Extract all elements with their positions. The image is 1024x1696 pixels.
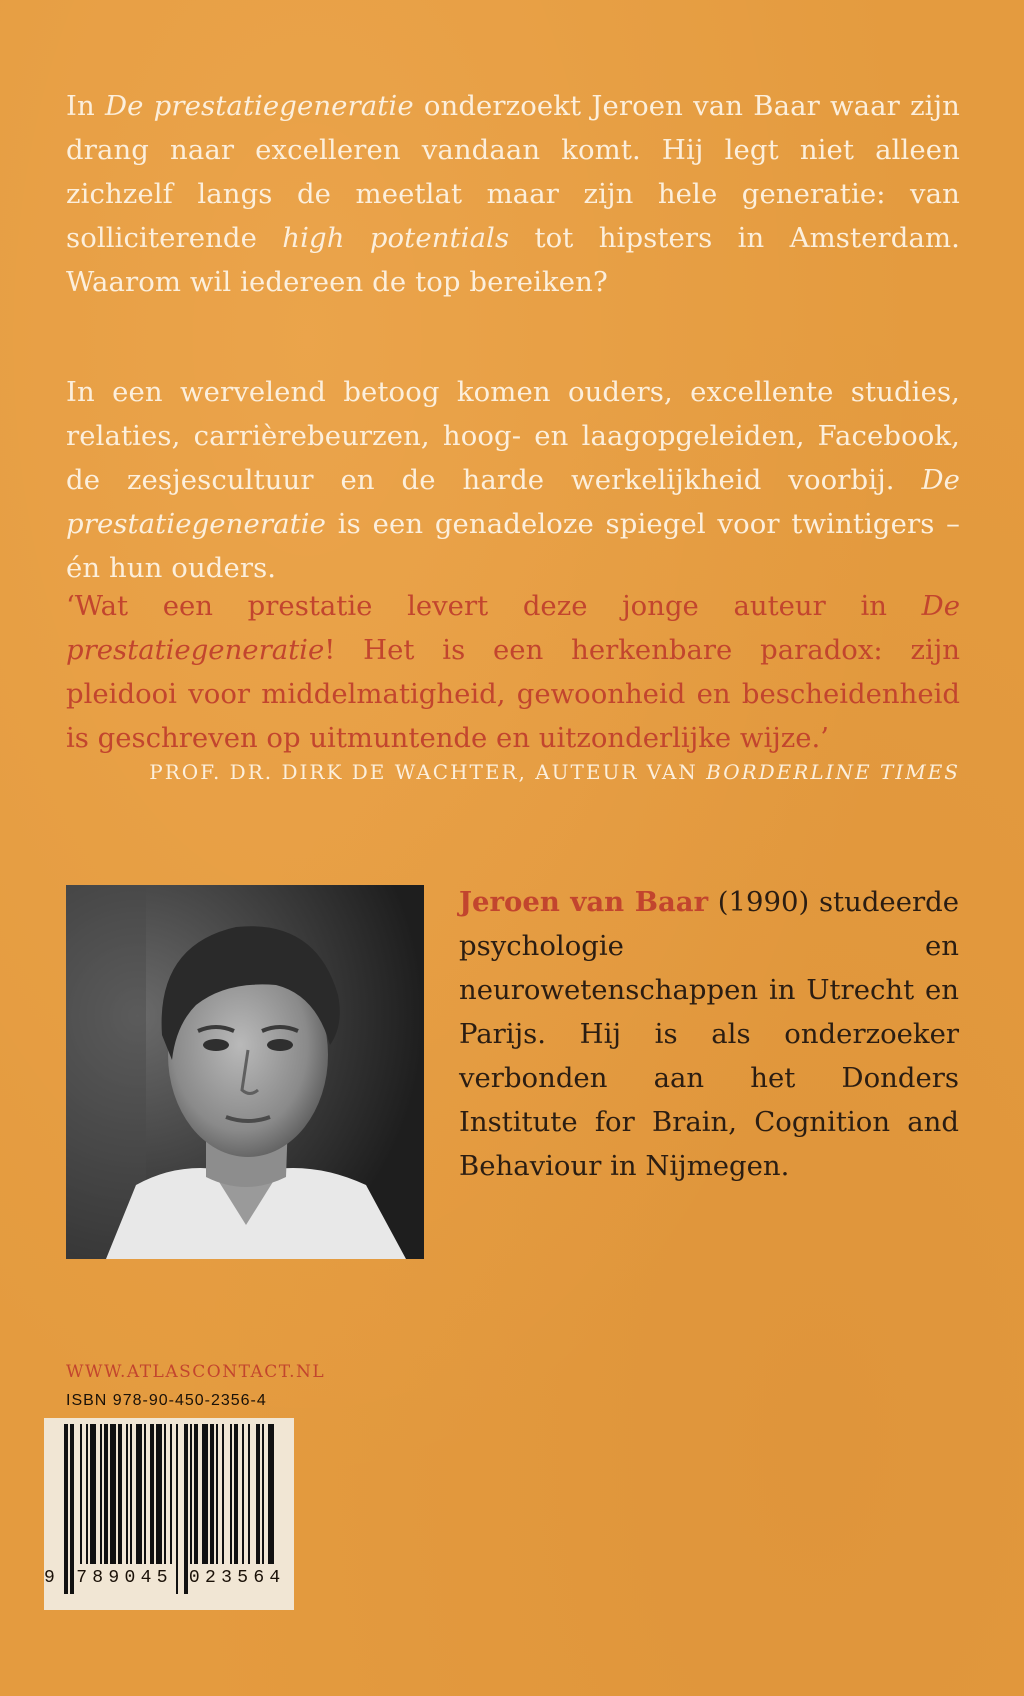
barcode-bar: [126, 1424, 128, 1564]
barcode-bar: [150, 1424, 154, 1564]
barcode-bar: [268, 1424, 274, 1564]
barcode-bar: [210, 1424, 214, 1564]
barcode-bar: [170, 1424, 172, 1564]
attribution-book-title: BORDERLINE TIMES: [706, 760, 960, 784]
barcode-bar: [110, 1424, 116, 1564]
barcode-bar: [136, 1424, 142, 1564]
barcode-bar: [262, 1424, 264, 1564]
barcode-bar: [202, 1424, 208, 1564]
isbn-label: ISBN 978-90-450-2356-4: [66, 1392, 267, 1409]
barcode-bar: [248, 1424, 250, 1564]
book-title-italic: De prestatiegeneratie: [66, 590, 960, 666]
publisher-website[interactable]: WWW.ATLASCONTACT.NL: [66, 1362, 326, 1382]
barcode-bar: [80, 1424, 82, 1564]
barcode-bar: [144, 1424, 146, 1564]
blurb-text: In: [66, 90, 105, 122]
blurb-text: is een genadeloze spiegel voor twintigers – én hun ouders.: [66, 508, 960, 584]
blurb-text: In een wervelend betoog komen ouders, excellente studies, relaties, carrièrebeurzen, hoog- en laagopgeleiden, Facebook, de zesjescultuur en de harde werkelijkheid voorbij.: [66, 376, 960, 496]
barcode-bar: [100, 1424, 102, 1564]
barcode-bar: [230, 1424, 232, 1564]
author-bio: [459, 880, 959, 1188]
barcode-bar: [194, 1424, 198, 1564]
blurb-paragraph-2: [66, 370, 960, 590]
barcode-bar: [164, 1424, 166, 1564]
barcode-bar: [130, 1424, 132, 1564]
barcode-bar: [118, 1424, 122, 1564]
author-portrait-illustration: [66, 885, 424, 1259]
barcode-bar: [216, 1424, 218, 1564]
book-title-italic: De prestatiegeneratie: [66, 464, 960, 540]
barcode-bar: [222, 1424, 224, 1564]
author-photo: [66, 885, 424, 1259]
blurb-text: tot hipsters in Amsterdam. Waarom wil iedereen de top bereiken?: [66, 222, 960, 298]
high-potentials-italic: high potentials: [282, 222, 510, 254]
quote-attribution: [66, 760, 960, 784]
barcode-digits: 9 789045 023564: [44, 1568, 286, 1588]
quote-text: ! Het is een herkenbare paradox: zijn pleidooi voor middelmatigheid, gewoonheid en bescheidenheid is geschreven op uitmuntende en uitzonderlijke wijze.’: [66, 634, 960, 754]
author-name: Jeroen van Baar: [459, 886, 709, 918]
barcode-bar: [234, 1424, 238, 1564]
barcode-bar: [190, 1424, 192, 1564]
author-bio-text: (1990) studeerde psychologie en neurowetenschappen in Utrecht en Parijs. Hij is als onderzoeker verbonden aan het Donders Institute for Brain, Cognition and Behaviour in Nijmegen.: [459, 886, 959, 1182]
barcode-bar: [242, 1424, 244, 1564]
barcode-bar: [156, 1424, 162, 1564]
blurb-text: onderzoekt Jeroen van Baar waar zijn drang naar excelleren vandaan komt. Hij legt niet alleen zichzelf langs de meetlat maar zijn hele generatie: van solliciterende: [66, 90, 960, 254]
review-quote: [66, 584, 960, 760]
blurb-paragraph-1: [66, 84, 960, 304]
barcode-bar: [104, 1424, 108, 1564]
barcode-bar: [256, 1424, 260, 1564]
quote-text: ‘Wat een prestatie levert deze jonge auteur in: [66, 590, 922, 622]
barcode-bar: [90, 1424, 96, 1564]
book-title-italic: De prestatiegeneratie: [104, 90, 414, 122]
attribution-text: PROF. DR. DIRK DE WACHTER, AUTEUR VAN: [149, 760, 707, 784]
barcode-bar: [86, 1424, 88, 1564]
